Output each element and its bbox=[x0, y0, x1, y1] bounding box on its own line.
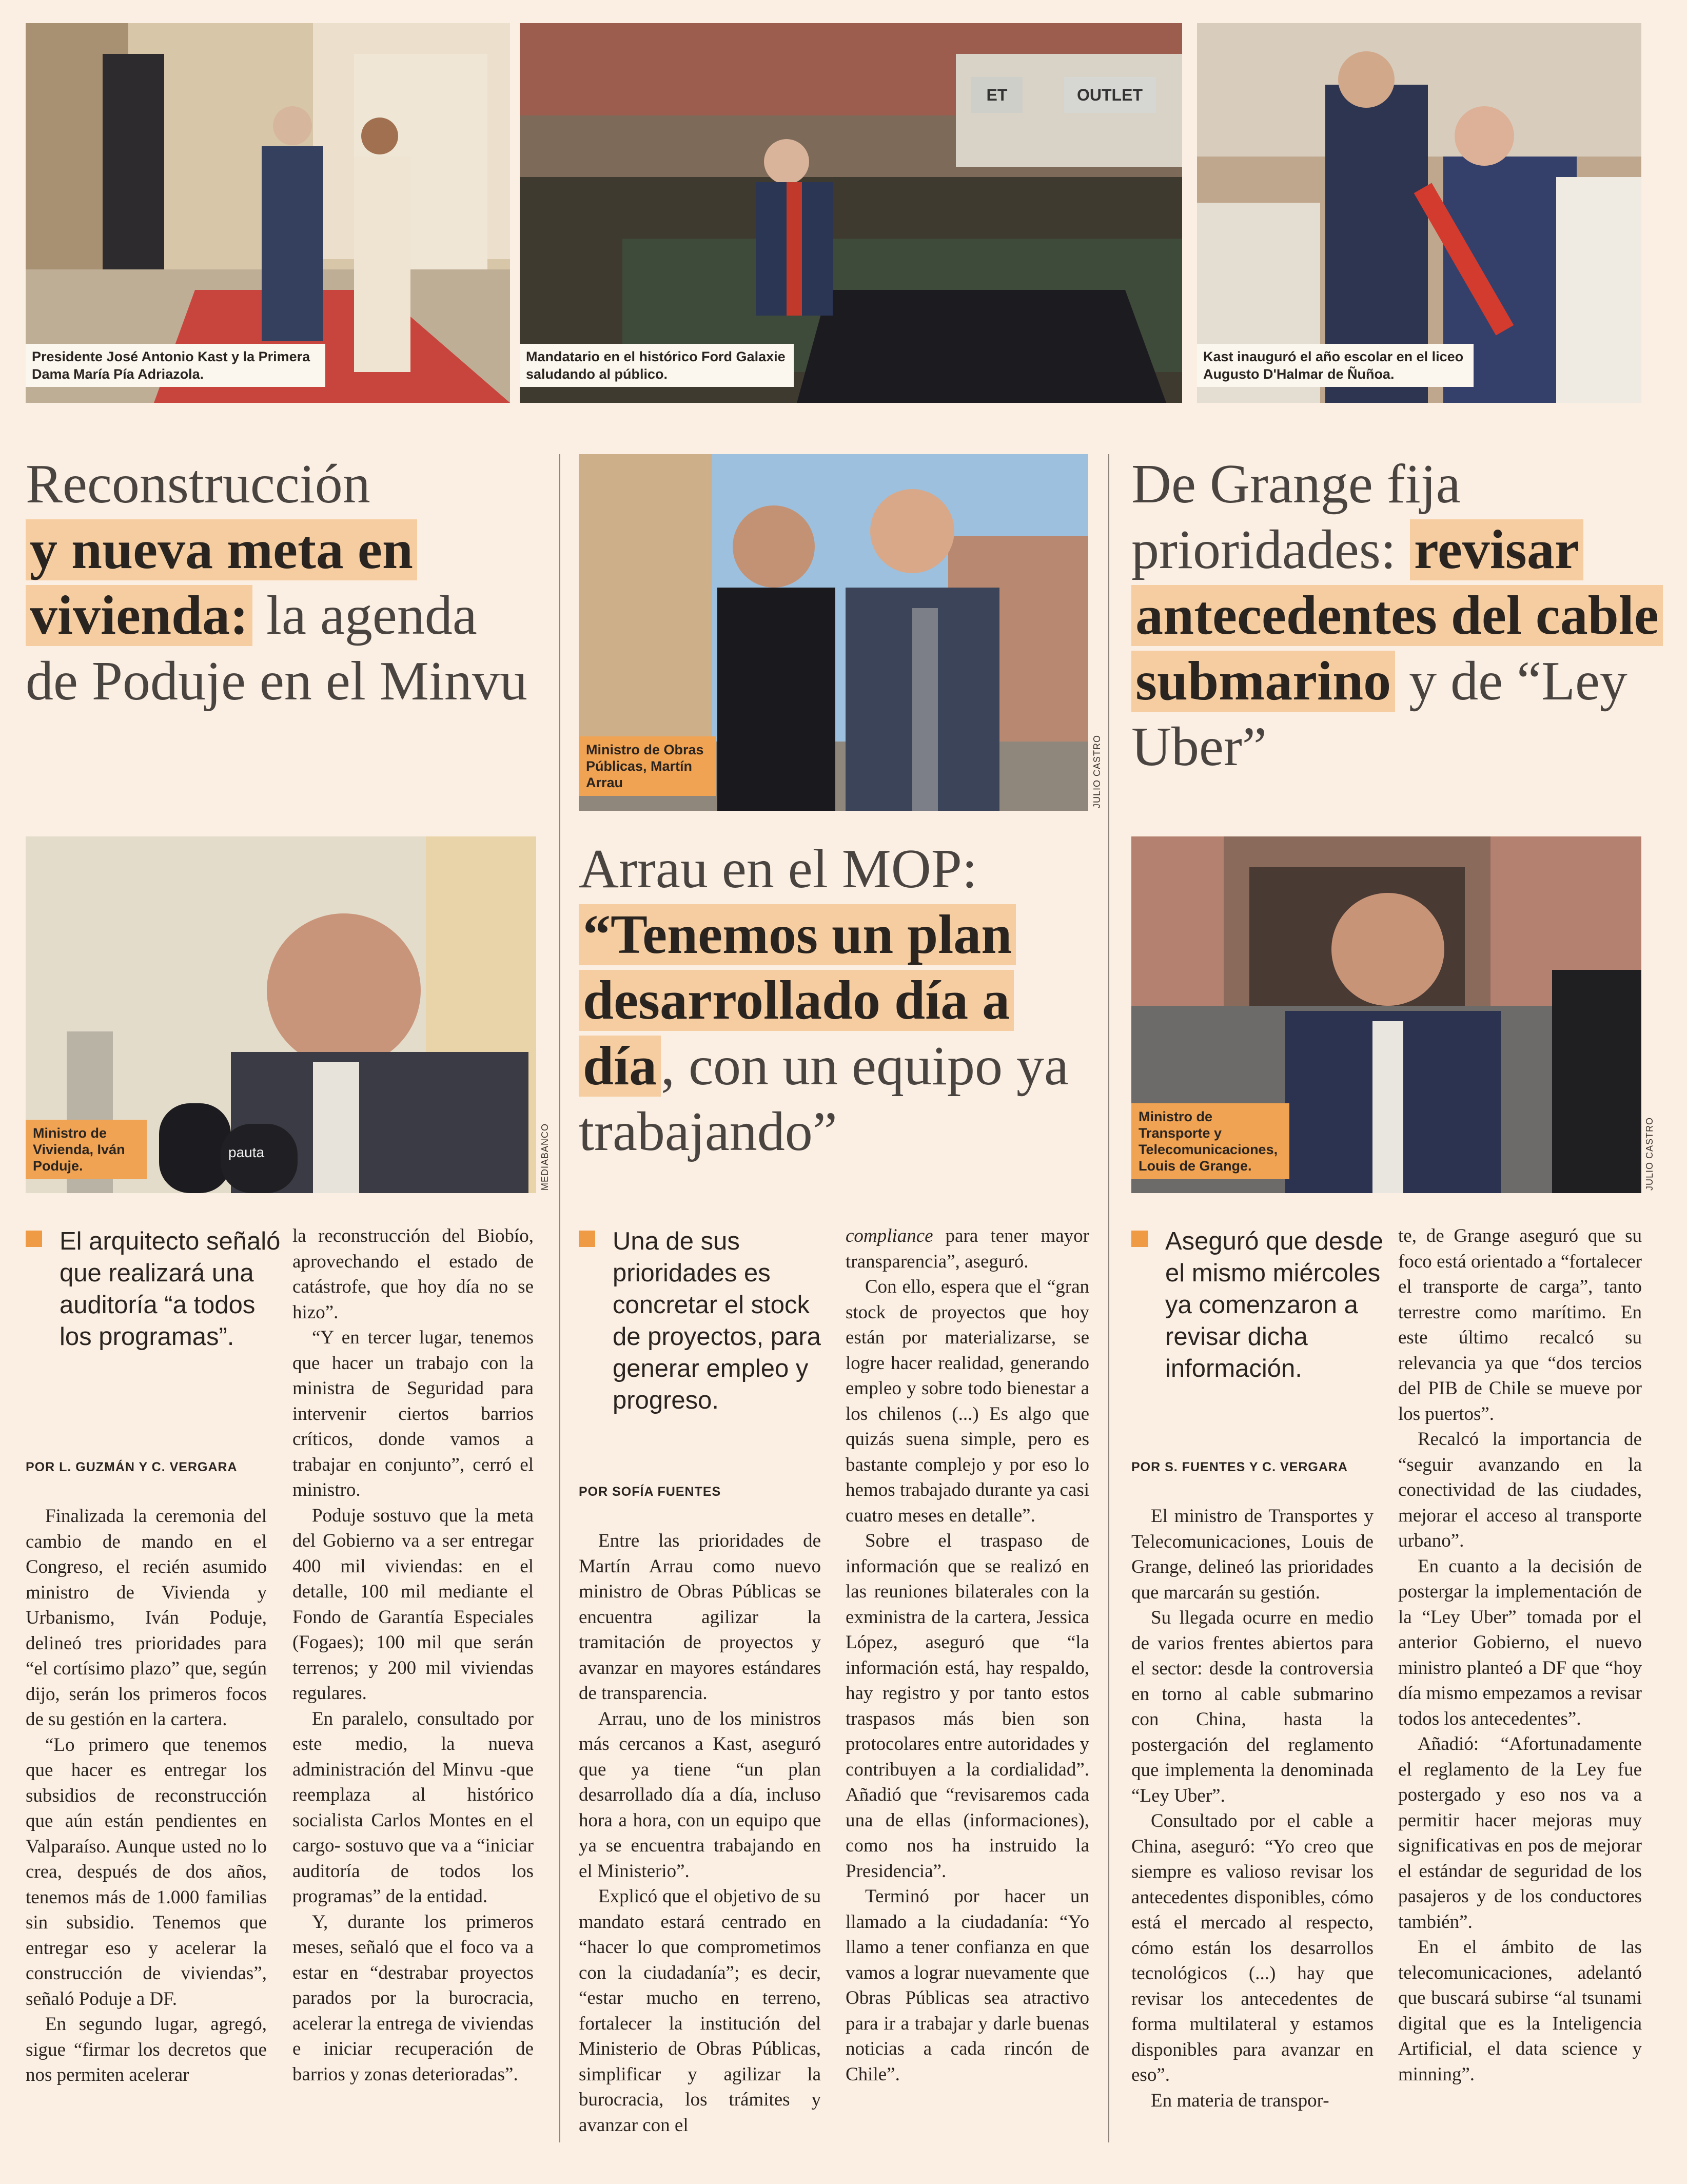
photo-tag: Ministro de Transporte y Telecomunicaciones, Louis de Grange. bbox=[1131, 1103, 1289, 1179]
photo-caption: Kast inauguró el año escolar en el liceo Augusto D'Halmar de Ñuñoa. bbox=[1197, 344, 1474, 387]
photo-credit: JULIO CASTRO bbox=[1092, 734, 1102, 808]
article-2-lead: Una de sus prioridades es concretar el stock de proyectos, para generar empleo y progreso. bbox=[579, 1225, 830, 1416]
photo-tag: Ministro de Obras Públicas, Martín Arrau bbox=[579, 736, 716, 796]
article-2-column-1: Entre las prioridades de Martín Arrau como nuevo ministro de Obras Públicas se encuentra agilizar la tramitación de proyectos y avanzar en mayores estándares de transparencia. Arrau, uno de los ministros más cercanos a Kast, aseguró que ya tiene “un plan desarrollado día a día, incluso hora a hora, con un equipo que ya se encuentra trabajando en el Ministerio”. Explicó que el objetivo de su mandato estará centrado en “hacer lo que comprometimos con la ciudadanía”; es decir, “estar mucho en terreno, fortalecer la institución del Ministerio de Obras Públicas, simplificar y agilizar la burocracia, los trámites y avanzar con el bbox=[579, 1530, 821, 2136]
article-1-lead: El arquitecto señaló que realizará una auditoría “a todos los programas”. bbox=[26, 1225, 282, 1353]
store-sign-left: ET bbox=[971, 77, 1023, 113]
outlet-sign: OUTLET bbox=[1064, 77, 1156, 113]
article-2-photo bbox=[579, 454, 1088, 811]
article-3-lead: Aseguró que desde el mismo miércoles ya comenzaron a revisar dicha información. bbox=[1131, 1225, 1388, 1384]
top-photo-1 bbox=[26, 23, 510, 403]
article-3-headline: De Grange fija prioridades: revisar antecedentes del cable submarino y de “Ley Uber” bbox=[1131, 452, 1670, 780]
column-rule-right bbox=[1108, 454, 1109, 2142]
photo-caption: Presidente José Antonio Kast y la Primera Dama María Pía Adriazola. bbox=[26, 344, 325, 387]
article-3-column-2: te, de Grange aseguró que su foco está orientado a “fortalecer el transporte de carga”, tanto terrestre como marítimo. En este último recalcó su relevancia ya que “dos tercios del PIB de Chile se mueve por los puertos”. Recalcó la importancia de “seguir avanzando en la conectividad de las ciudades, mejorar el acceso al transporte urbano”. En cuanto a la decisión de postergar la implementación de la “Ley Uber” tomada por el anterior Gobierno, el nuevo ministro planteó a DF que “hoy día mismo empezamos a revisar todos los antecedentes”. Añadió: “Afortunadamente el reglamento de la Ley fue postergado y eso nos va a permitir hacer mejoras muy significativas en pos de mejorar el estándar de seguridad de los pasajeros y de los conductores también”. En el ámbito de las telecomunicaciones, adelantó que buscará subirse “al tsunami digital que es la Inteligencia Artificial, el data science y minning”. bbox=[1398, 1225, 1642, 2085]
byline: POR SOFÍA FUENTES bbox=[579, 1485, 721, 1499]
top-photo-2 bbox=[520, 23, 1182, 403]
article-1-column-1: Finalizada la ceremonia del cambio de mando en el Congreso, el recién asumido ministro de Vivienda y Urbanismo, Iván Poduje, delineó tres prioridades para “el cortísimo plazo” que, según dijo, serán los primeros focos de su gestión en la cartera. “Lo primero que tenemos que hacer es entregar los subsidios de reconstrucción que aún están pendientes en Valparaíso. Aunque usted no lo crea, después de dos años, tenemos más de 1.000 familias sin subsidio. Tenemos que entregar eso y acelerar la construcción de viviendas”, señaló Poduje a DF. En segundo lugar, agregó, sigue “firmar los decretos que nos permiten acelerar bbox=[26, 1506, 267, 2085]
column-rule-left bbox=[559, 454, 560, 2142]
article-1-headline: Reconstrucción y nueva meta en vivienda: la agenda de Poduje en el Minvu bbox=[26, 454, 527, 712]
microphone-label: pauta bbox=[228, 1144, 265, 1160]
byline: POR S. FUENTES Y C. VERGARA bbox=[1131, 1460, 1348, 1474]
lead-bullet bbox=[1131, 1231, 1148, 1247]
photo-tag: Ministro de Vivienda, Iván Poduje. bbox=[26, 1120, 147, 1179]
photo-caption: Mandatario en el histórico Ford Galaxie saludando al público. bbox=[520, 344, 794, 387]
top-photo-3 bbox=[1197, 23, 1641, 403]
article-3-photo bbox=[1131, 836, 1641, 1193]
article-1-column-2: la reconstrucción del Biobío, aprovechando el estado de catástrofe, que hoy día no se hizo”. “Y en tercer lugar, tenemos que hacer un trabajo con la ministra de Seguridad para intervenir ciertos barrios críticos, donde vamos a trabajar en conjunto”, cerró el ministro. Poduje sostuvo que la meta del Gobierno va a ser entregar 400 mil viviendas: en el detalle, 100 mil mediante el Fondo de Garantía Especiales (Fogaes); 100 mil que serán terrenos; y 200 mil viviendas regulares. En paralelo, consultado por este medio, la nueva administración del Minvu -que reemplaza al histórico socialista Carlos Montes en el cargo- sostuvo que va a “iniciar auditoría de todos los programas” de la entidad. Y, durante los primeros meses, señaló que el foco va a estar en “destrabar proyectos parados por la burocracia, acelerar la entrega de viviendas e iniciar recuperación de barrios y zonas deterioradas”. bbox=[292, 1225, 534, 2085]
article-2-headline: Arrau en el MOP: “Tenemos un plan desarrollado día a día, con un equipo ya trabajando” bbox=[579, 839, 1069, 1162]
article-3-column-1: El ministro de Transportes y Telecomunicaciones, Louis de Grange, delineó las prioridades que marcarán su gestión. Su llegada ocurre en medio de varios frentes abiertos para el sector: desde la controversia en torno al cable submarino con China, hasta la postergación del reglamento que implementa la denominada “Ley Uber”. Consultado por el cable a China, aseguró: “Yo creo que siempre es valioso revisar los antecedentes disponibles, cómo está el mercado al respecto, cómo están los desarrollos tecnológicos (...) hay que revisar los antecedentes de forma multilateral y estamos disponibles para avanzar en eso”. En materia de transpor- bbox=[1131, 1506, 1374, 2111]
photo-credit: JULIO CASTRO bbox=[1644, 1117, 1655, 1191]
photo-credit: MEDIABANCO bbox=[540, 1123, 550, 1191]
lead-bullet bbox=[26, 1231, 42, 1247]
byline: POR L. GUZMÁN Y C. VERGARA bbox=[26, 1460, 238, 1474]
lead-bullet bbox=[579, 1231, 595, 1247]
article-1-photo bbox=[26, 836, 536, 1193]
article-2-column-2: compliance para tener mayor transparencia”, aseguró. Con ello, espera que el “gran stock de proyectos que hoy están por materializarse, se logre hacer realidad, generando empleo y sobre todo bienestar a los chilenos (...) Es algo que quizás suena simple, pero es bastante complejo y por eso lo hemos trabajado durante ya casi cuatro meses en detalle”. Sobre el traspaso de información que se realizó en las reuniones bilaterales con la exministra de la cartera, Jessica López, aseguró que “la información está, hay respaldo, hay registro y por tanto estos traspasos más bien son protocolares entre autoridades y contribuyen a la cordialidad”. Añadió que “revisaremos cada una de ellas (informaciones), como nos ha instruido la Presidencia”. Terminó por hacer un llamado a la ciudadanía: “Yo llamo a tener confianza en que vamos a lograr nuevamente que Obras Públicas sea atractivo para ir a trabajar y darle buenas noticias a cada rincón de Chile”. bbox=[846, 1225, 1089, 2085]
